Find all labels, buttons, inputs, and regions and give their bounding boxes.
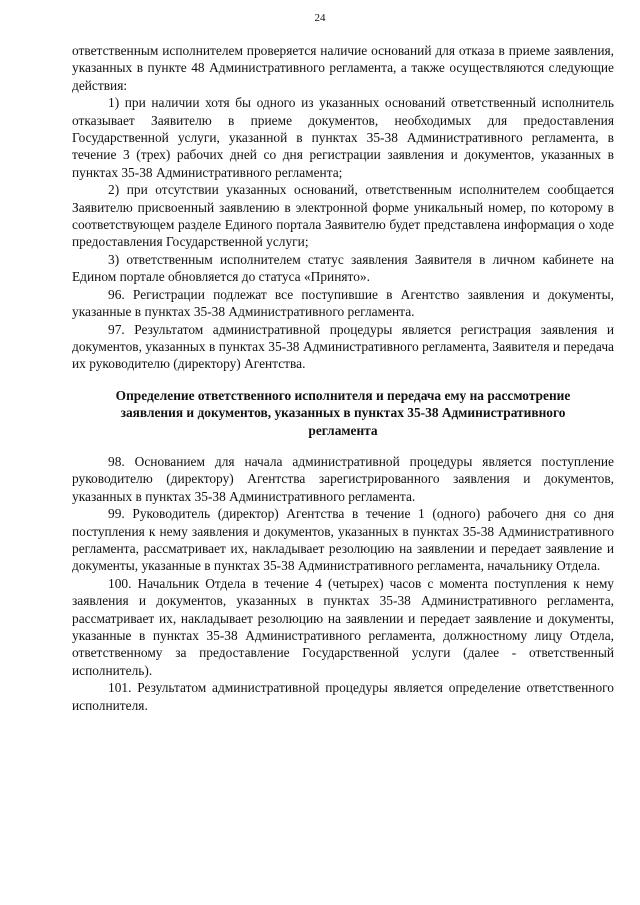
paragraph-100: 100. Начальник Отдела в течение 4 (четырех) часов с момента поступления к нему заявления и документов, указанных в пунктах 35-38 Административного регламента, рассматривает их, накладывает резолюцию на заявлении и передает заявление и документы, указанные в пунктах 35-38 Административного регламента, должностному лицу Отдела, ответственному за предоставление Государственной услуги (далее - ответственный исполнитель). (72, 575, 614, 678)
paragraph-item-3: 3) ответственным исполнителем статус заявления Заявителя в личном кабинете на Едином портале обновляется до статуса «Принято». (72, 251, 614, 285)
paragraph-97: 97. Результатом административной процедуры является регистрация заявления и документов, указанных в пунктах 35-38 Административного регламента, Заявителя и передача их руководителю (директору) Агентства. (72, 321, 614, 372)
paragraph-continuation: ответственным исполнителем проверяется наличие оснований для отказа в приеме заявления, указанных в пункте 48 Административного регламента, а также осуществляются следующие действия: (72, 43, 614, 93)
section-heading: Определение ответственного исполнителя и передача ему на рассмотрение заявления и документов, указанных в пунктах 35-38 Административного регламента (115, 387, 571, 438)
paragraph-99: 99. Руководитель (директор) Агентства в течение 1 (одного) рабочего дня со дня поступления к нему заявления и документов, указанных в пунктах 35-38 Административного регламента, рассматривает их, накладывает резолюцию на заявлении и передает заявление и документы, указанные в пунктах 35-38 Административного регламента, начальнику Отдела. (72, 506, 614, 574)
paragraph-101: 101. Результатом административной процедуры является определение ответственного исполнителя. (72, 680, 614, 713)
paragraph-item-1: 1) при наличии хотя бы одного из указанных оснований ответственный исполнитель отказывает Заявителю в приеме документов, необходимых для предоставления Государственной услуги, указанной в пунктах 35-38 Административного регламента, в течение 3 (трех) рабочих дней со дня регистрации заявления и документов, указанных в пунктах 35-38 Административного регламента; (72, 95, 614, 180)
document-body (72, 42, 614, 714)
paragraph-item-2: 2) при отсутствии указанных оснований, ответственным исполнителем сообщается Заявителю присвоенный заявлению в электронной форме уникальный номер, по которому в соответствующем разделе Единого портала Заявителю будет представлена информация о ходе предоставления Государственной услуги; (72, 182, 614, 250)
paragraph-98: 98. Основанием для начала административной процедуры является поступление руководителю (директору) Агентства зарегистрированного заявления и документов, указанных в пунктах 35-38 Административного регламента. (72, 453, 614, 504)
page-number: 24 (314, 12, 326, 24)
paragraph-96: 96. Регистрации подлежат все поступившие в Агентство заявления и документы, указанные в пунктах 35-38 Административного регламента. (72, 286, 614, 320)
